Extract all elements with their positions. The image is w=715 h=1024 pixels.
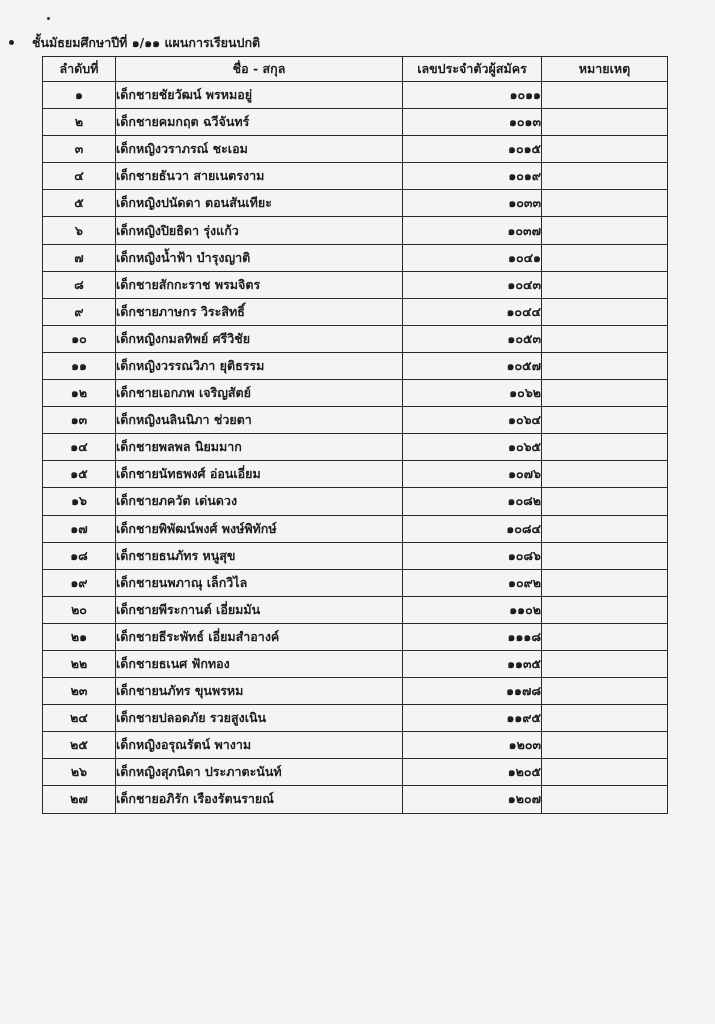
applicant-number-cell: ๑๐๘๖ xyxy=(403,542,542,569)
stray-dot xyxy=(47,17,50,20)
table-row xyxy=(43,786,668,813)
student-name-cell: เด็กหญิงอรุณรัตน์ พางาม xyxy=(116,732,403,759)
remarks-cell xyxy=(542,569,668,596)
student-name-cell: เด็กหญิงปิยธิดา รุ่งแก้ว xyxy=(116,217,403,244)
table-row xyxy=(43,271,668,298)
remarks-cell xyxy=(542,623,668,650)
table-row xyxy=(43,569,668,596)
student-name-cell: เด็กชายพิพัฒน์พงศ์ พงษ์พิทักษ์ xyxy=(116,515,403,542)
student-name-cell: เด็กชายภาษกร วิระสิทธิ์ xyxy=(116,298,403,325)
student-name-cell: เด็กชายภควัต เด่นดวง xyxy=(116,488,403,515)
remarks-cell xyxy=(542,325,668,352)
student-name-cell: เด็กหญิงวรรณวิภา ยุติธรรม xyxy=(116,352,403,379)
remarks-cell xyxy=(542,380,668,407)
table-body xyxy=(43,82,668,814)
remarks-cell xyxy=(542,488,668,515)
student-name-cell: เด็กชายสักกะราช พรมจิตร xyxy=(116,271,403,298)
applicant-number-cell: ๑๐๔๔ xyxy=(403,298,542,325)
applicant-number-cell: ๑๐๔๑ xyxy=(403,244,542,271)
student-name-cell: เด็กชายนพภาณุ เล็กวิไล xyxy=(116,569,403,596)
student-name-cell: เด็กหญิงน้ำฟ้า บำรุงญาติ xyxy=(116,244,403,271)
row-number-cell: ๑๓ xyxy=(43,407,116,434)
applicant-number-cell: ๑๐๓๗ xyxy=(403,217,542,244)
remarks-cell xyxy=(542,190,668,217)
student-name-cell: เด็กชายนัทธพงศ์ อ่อนเอี่ยม xyxy=(116,461,403,488)
table-row xyxy=(43,596,668,623)
row-number-cell: ๖ xyxy=(43,217,116,244)
table-row xyxy=(43,352,668,379)
applicant-number-cell: ๑๒๐๓ xyxy=(403,732,542,759)
row-number-cell: ๙ xyxy=(43,298,116,325)
header-applicant-number: เลขประจำตัวผู้สมัคร xyxy=(403,57,542,82)
row-number-cell: ๑๕ xyxy=(43,461,116,488)
header-name: ชื่อ - สกุล xyxy=(116,57,403,82)
student-name-cell: เด็กชายธันวา สายเนตรงาม xyxy=(116,163,403,190)
row-number-cell: ๔ xyxy=(43,163,116,190)
applicant-number-cell: ๑๐๖๔ xyxy=(403,407,542,434)
applicant-number-cell: ๑๐๔๓ xyxy=(403,271,542,298)
row-number-cell: ๕ xyxy=(43,190,116,217)
table-row xyxy=(43,190,668,217)
table-row xyxy=(43,217,668,244)
remarks-cell xyxy=(542,596,668,623)
table-row xyxy=(43,325,668,352)
applicant-number-cell: ๑๑๐๒ xyxy=(403,596,542,623)
applicant-number-cell: ๑๒๐๗ xyxy=(403,786,542,813)
student-name-cell: เด็กหญิงนลินนิภา ช่วยตา xyxy=(116,407,403,434)
student-name-cell: เด็กชายชัยวัฒน์ พรหมอยู่ xyxy=(116,82,403,109)
remarks-cell xyxy=(542,678,668,705)
student-name-cell: เด็กหญิงกมลทิพย์ ศรีวิชัย xyxy=(116,325,403,352)
row-number-cell: ๒๓ xyxy=(43,678,116,705)
remarks-cell xyxy=(542,163,668,190)
student-name-cell: เด็กชายธีระพัทธ์ เอี่ยมสำอางค์ xyxy=(116,623,403,650)
row-number-cell: ๑๒ xyxy=(43,380,116,407)
table-row xyxy=(43,759,668,786)
header-no: ลำดับที่ xyxy=(43,57,116,82)
remarks-cell xyxy=(542,298,668,325)
applicant-number-cell: ๑๐๙๒ xyxy=(403,569,542,596)
remarks-cell xyxy=(542,705,668,732)
row-number-cell: ๒๐ xyxy=(43,596,116,623)
table-row xyxy=(43,407,668,434)
row-number-cell: ๒ xyxy=(43,109,116,136)
remarks-cell xyxy=(542,515,668,542)
applicant-number-cell: ๑๑๓๕ xyxy=(403,650,542,677)
row-number-cell: ๒๖ xyxy=(43,759,116,786)
row-number-cell: ๑๑ xyxy=(43,352,116,379)
table-row xyxy=(43,461,668,488)
applicant-number-cell: ๑๐๑๕ xyxy=(403,136,542,163)
table-row xyxy=(43,434,668,461)
class-heading: ชั้นมัธยมศึกษาปีที่ ๑/๑๑ แผนการเรียนปกติ xyxy=(32,35,261,50)
applicant-number-cell: ๑๑๙๕ xyxy=(403,705,542,732)
row-number-cell: ๒๑ xyxy=(43,623,116,650)
row-number-cell: ๓ xyxy=(43,136,116,163)
student-name-cell: เด็กหญิงปนัดดา ตอนสันเทียะ xyxy=(116,190,403,217)
applicant-number-cell: ๑๐๖๕ xyxy=(403,434,542,461)
remarks-cell xyxy=(542,759,668,786)
table-row xyxy=(43,650,668,677)
row-number-cell: ๑๘ xyxy=(43,542,116,569)
applicant-number-cell: ๑๐๗๖ xyxy=(403,461,542,488)
remarks-cell xyxy=(542,542,668,569)
remarks-cell xyxy=(542,217,668,244)
student-name-cell: เด็กหญิงวราภรณ์ ชะเอม xyxy=(116,136,403,163)
remarks-cell xyxy=(542,271,668,298)
applicant-number-cell: ๑๑๗๘ xyxy=(403,678,542,705)
student-name-cell: เด็กชายเอกภพ เจริญสัตย์ xyxy=(116,380,403,407)
student-table xyxy=(42,56,668,814)
table-row xyxy=(43,380,668,407)
applicant-number-cell: ๑๑๑๘ xyxy=(403,623,542,650)
table-row xyxy=(43,136,668,163)
table-row xyxy=(43,732,668,759)
row-number-cell: ๘ xyxy=(43,271,116,298)
table-row xyxy=(43,82,668,109)
bullet-mark xyxy=(9,40,14,45)
row-number-cell: ๑๐ xyxy=(43,325,116,352)
header-remarks: หมายเหตุ xyxy=(542,57,668,82)
student-name-cell: เด็กชายคมกฤต ฉวีจันทร์ xyxy=(116,109,403,136)
applicant-number-cell: ๑๐๓๓ xyxy=(403,190,542,217)
row-number-cell: ๑๖ xyxy=(43,488,116,515)
row-number-cell: ๑ xyxy=(43,82,116,109)
table-row xyxy=(43,623,668,650)
table-row xyxy=(43,163,668,190)
applicant-number-cell: ๑๐๘๒ xyxy=(403,488,542,515)
student-name-cell: เด็กชายพลพล นิยมมาก xyxy=(116,434,403,461)
row-number-cell: ๑๗ xyxy=(43,515,116,542)
applicant-number-cell: ๑๐๘๔ xyxy=(403,515,542,542)
row-number-cell: ๑๙ xyxy=(43,569,116,596)
table-row xyxy=(43,542,668,569)
applicant-number-cell: ๑๐๖๒ xyxy=(403,380,542,407)
row-number-cell: ๗ xyxy=(43,244,116,271)
table-row xyxy=(43,705,668,732)
row-number-cell: ๒๕ xyxy=(43,732,116,759)
row-number-cell: ๒๒ xyxy=(43,650,116,677)
student-name-cell: เด็กชายอภิรัก เรืองรัตนรายณ์ xyxy=(116,786,403,813)
remarks-cell xyxy=(542,109,668,136)
remarks-cell xyxy=(542,136,668,163)
student-name-cell: เด็กชายนภัทร ขุนพรหม xyxy=(116,678,403,705)
remarks-cell xyxy=(542,786,668,813)
student-name-cell: เด็กชายพีระกานต์ เอี่ยมมัน xyxy=(116,596,403,623)
table-header-row xyxy=(43,57,668,82)
row-number-cell: ๒๗ xyxy=(43,786,116,813)
applicant-number-cell: ๑๒๐๕ xyxy=(403,759,542,786)
student-name-cell: เด็กหญิงสุภนิดา ประภาตะนันท์ xyxy=(116,759,403,786)
row-number-cell: ๑๔ xyxy=(43,434,116,461)
row-number-cell: ๒๔ xyxy=(43,705,116,732)
applicant-number-cell: ๑๐๕๗ xyxy=(403,352,542,379)
applicant-number-cell: ๑๐๑๙ xyxy=(403,163,542,190)
student-name-cell: เด็กชายปลอดภัย รวยสูงเนิน xyxy=(116,705,403,732)
table-row xyxy=(43,109,668,136)
applicant-number-cell: ๑๐๑๑ xyxy=(403,82,542,109)
remarks-cell xyxy=(542,650,668,677)
remarks-cell xyxy=(542,244,668,271)
table-row xyxy=(43,515,668,542)
remarks-cell xyxy=(542,82,668,109)
remarks-cell xyxy=(542,434,668,461)
applicant-number-cell: ๑๐๑๓ xyxy=(403,109,542,136)
student-name-cell: เด็กชายธเนศ ฟักทอง xyxy=(116,650,403,677)
remarks-cell xyxy=(542,732,668,759)
remarks-cell xyxy=(542,352,668,379)
table-row xyxy=(43,298,668,325)
table-row xyxy=(43,488,668,515)
applicant-number-cell: ๑๐๕๓ xyxy=(403,325,542,352)
table-row xyxy=(43,244,668,271)
table-row xyxy=(43,678,668,705)
student-name-cell: เด็กชายธนภัทร หนูสุข xyxy=(116,542,403,569)
remarks-cell xyxy=(542,407,668,434)
remarks-cell xyxy=(542,461,668,488)
